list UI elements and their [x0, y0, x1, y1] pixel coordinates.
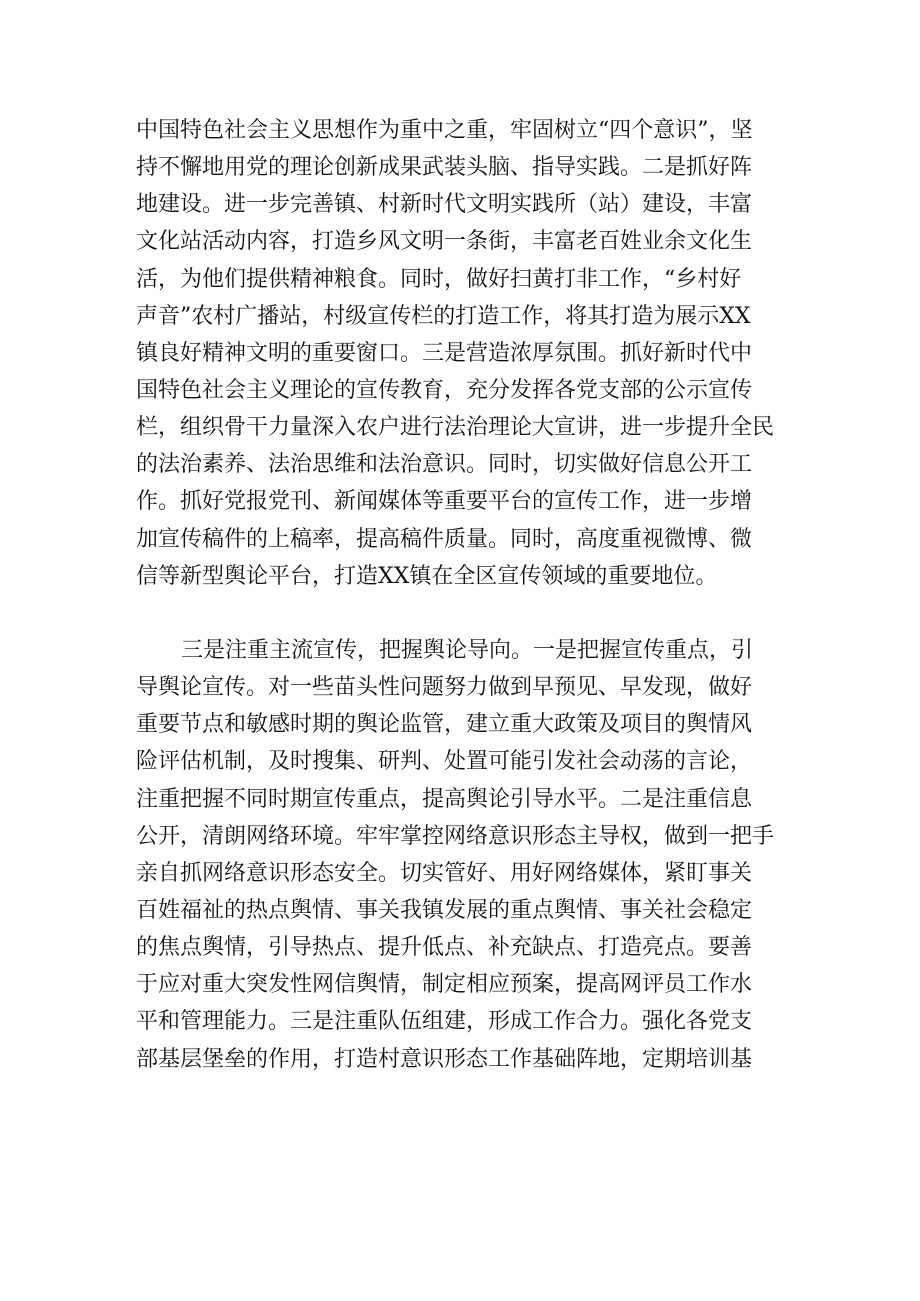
- text-line: 重要节点和敏感时期的舆论监管，建立重大政策及项目的舆情风: [136, 712, 753, 738]
- text-line: 信等新型舆论平台，打造XX镇在全区宣传领域的重要地位。: [136, 563, 718, 589]
- text-line: 镇良好精神文明的重要窗口。三是营造浓厚氛围。抓好新时代中: [136, 340, 753, 366]
- text-line: 加宣传稿件的上稿率，提高稿件质量。同时，高度重视微博、微: [136, 526, 753, 552]
- text-line: 公开，清朗网络环境。牢牢掌控网络意识形态主导权，做到一把手: [136, 823, 775, 849]
- text-line: 注重把握不同时期宣传重点，提高舆论引导水平。二是注重信息: [136, 786, 753, 812]
- text-line: 险评估机制，及时搜集、研判、处置可能引发社会动荡的言论，: [136, 749, 753, 775]
- text-line: 亲自抓网络意识形态安全。切实管好、用好网络媒体，紧盯事关: [136, 860, 753, 886]
- text-line: 活，为他们提供精神粮食。同时，做好扫黄打非工作，“乡村好: [136, 266, 742, 292]
- text-line: 栏，组织骨干力量深入农户进行法治理论大宣讲，进一步提升全民: [136, 415, 775, 441]
- text-line: 声音”农村广播站，村级宣传栏的打造工作，将其打造为展示XX: [136, 303, 751, 329]
- text-line-first: 三是注重主流宣传，把握舆论导向。一是把握宣传重点，引: [181, 638, 754, 663]
- text-line: 国特色社会主义理论的宣传教育，充分发挥各党支部的公示宣传: [136, 377, 753, 403]
- text-line: 的法治素养、法治思维和法治意识。同时，切实做好信息公开工: [136, 452, 753, 478]
- text-line: 文化站活动内容，打造乡风文明一条街，丰富老百姓业余文化生: [136, 229, 753, 255]
- paragraph-1: [136, 112, 784, 595]
- text-line: 地建设。进一步完善镇、村新时代文明实践所（站）建设，丰富: [136, 192, 753, 218]
- text-line: 于应对重大突发性网信舆情，制定相应预案，提高网评员工作水: [136, 972, 753, 998]
- text-line: 作。抓好党报党刊、新闻媒体等重要平台的宣传工作，进一步增: [136, 489, 753, 515]
- text-line: 导舆论宣传。对一些苗头性问题努力做到早预见、早发现，做好: [136, 675, 753, 701]
- text-line: 部基层堡垒的作用，打造村意识形态工作基础阵地，定期培训基: [136, 1046, 753, 1072]
- paragraph-2: [136, 632, 784, 1078]
- text-line: 百姓福祉的热点舆情、事关我镇发展的重点舆情、事关社会稳定: [136, 897, 753, 923]
- text-line: 持不懈地用党的理论创新成果武装头脑、指导实践。二是抓好阵: [136, 155, 753, 181]
- text-line: 中国特色社会主义思想作为重中之重，牢固树立“四个意识”，坚: [136, 118, 753, 143]
- text-line: 平和管理能力。三是注重队伍组建，形成工作合力。强化各党支: [136, 1009, 753, 1035]
- text-line: 的焦点舆情，引导热点、提升低点、补充缺点、打造亮点。要善: [136, 935, 753, 961]
